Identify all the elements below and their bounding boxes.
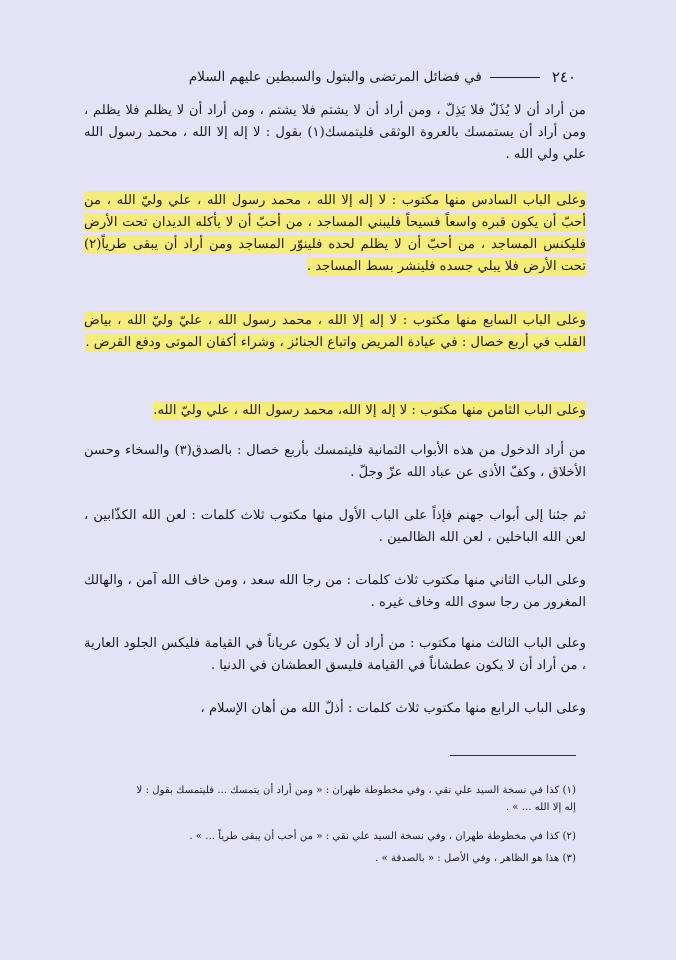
paragraph-text: وعلى الباب الثالث منها مكتوب : من أراد أن لا يكون عرياناً في القيامة فليكس الجلود العارية ، من أراد أن لا يكون عطشاناً في القيامة فليسق العطشان في الدنيا .: [84, 636, 586, 673]
footnote-separator: [450, 755, 576, 756]
running-title: في فضائل المرتضى والبتول والسبطين عليهم السلام: [188, 69, 482, 85]
highlighted-text: وعلى الباب السابع منها مكتوب : لا إله إلا الله ، محمد رسول الله ، عليّ وليّ الله ، بياض القلب في أربع خصال : في عيادة المريض واتباع الجنائز ، وشراء أكفان الموتى ودفع القرض .: [84, 313, 586, 350]
paragraph-text: ثم جئنا إلى أبواب جهنم فإذاً على الباب الأول منها مكتوب ثلاث كلمات : لعن الله الكذّابين ، لعن الله الباخلين ، لعن الله الظالمين .: [84, 508, 586, 545]
paragraph-2: [84, 190, 586, 278]
paragraph-text: [84, 310, 586, 354]
footnote-2: (٢) كذا في مخطوطة طهران ، وفي نسخة السيد علي نقي : « من أحب أن يبقى طرياً ... » .: [189, 831, 576, 842]
paragraph-6: [84, 505, 586, 549]
paragraph-9: [84, 698, 586, 720]
paragraph-text: من أراد أن لا يُذَلّ فلا يَذِلّ ، ومن أراد أن لا يشتم فلا يشتم ، ومن أراد أن لا يظلم فلا يظلم ، ومن أراد أن يستمسك بالعروة الوثقى فليتمسك(١) بقول : لا إله إلا الله ، محمد رسول الله علي ولي الله .: [84, 103, 586, 162]
paragraph-4: [84, 400, 586, 422]
page-header: [90, 64, 576, 90]
paragraph-5: [84, 440, 586, 484]
footnote-1: (١) كذا في نسخة السيد علي نقي ، وفي مخطوطة طهران : « ومن أراد أن يتمسك ... فليتمسك بقول : لا إله إلا الله ... » .: [136, 785, 576, 813]
paragraph-text: من أراد الدخول من هذه الأبواب الثمانية فليتمسك بأربع خصال : بالصدق(٣) والسخاء وحسن الأخلاق ، وكفّ الأذى عن عباد الله عزّ وجلّ .: [84, 443, 586, 480]
paragraph-text: وعلى الباب الثاني منها مكتوب ثلاث كلمات : من رجا الله سعد ، ومن خاف الله آمن ، والهالك المغرور من رجا سوى الله وخاف غيره .: [84, 573, 586, 610]
paragraph-text: [84, 400, 586, 422]
paragraph-8: [84, 633, 586, 677]
paragraph-1: [84, 100, 586, 166]
header-dash: [490, 77, 540, 78]
paragraph-text: وعلى الباب الرابع منها مكتوب ثلاث كلمات : أذلّ الله من أهان الإسلام ،: [200, 701, 586, 716]
highlighted-text: وعلى الباب الثامن منها مكتوب : لا إله إلا الله، محمد رسول الله ، علي وليّ الله.: [153, 403, 586, 418]
paragraph-7: [84, 570, 586, 614]
highlighted-text: وعلى الباب السادس منها مكتوب : لا إله إلا الله ، محمد رسول الله ، علي وليّ الله ، من أحبّ أن يكون قبره واسعاً فسيحاً فليبني المساجد ، من أحبّ أن لا يأكله الديدان تحت الأرض فليكنس المساجد ، من أحبّ أن لا يظلم لحده فلينوّر المساجد ومن أراد أن يبقى طرياً(٢) تحت الأرض فلا يبلي جسده فلينشر بسط المساجد .: [84, 193, 586, 274]
paragraph-3: [84, 310, 586, 354]
page-number: ٢٤٠: [551, 68, 576, 86]
footnote-3: (٣) هذا هو الظاهر ، وفي الأصل : « بالصدقة » .: [375, 853, 576, 864]
paragraph-text: [84, 190, 586, 278]
